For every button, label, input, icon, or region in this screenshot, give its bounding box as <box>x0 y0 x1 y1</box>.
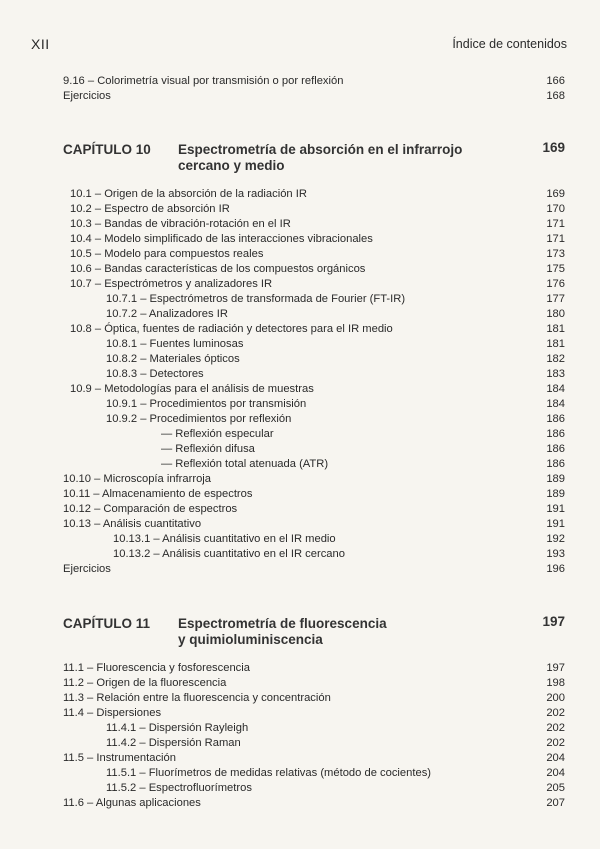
toc-entry-title: 10.12 – Comparación de espectros <box>63 503 238 515</box>
chapter-number: CAPÍTULO 10 <box>63 142 151 157</box>
toc-entry <box>63 532 565 547</box>
toc-entry-title: 10.9.1 – Procedimientos por transmisión <box>106 398 307 410</box>
chapter-title <box>178 142 462 174</box>
toc-entry <box>63 547 565 562</box>
toc-entry <box>63 736 565 751</box>
toc-entry-title: — Reflexión difusa <box>161 443 255 455</box>
toc-entry-page: 200 <box>546 692 565 704</box>
toc-entry-title: 11.6 – Algunas aplicaciones <box>63 797 201 809</box>
toc-entry-title: 10.4 – Modelo simplificado de las interacciones vibracionales <box>70 233 373 245</box>
toc-entry <box>63 661 565 676</box>
toc-entry-title: 10.11 – Almacenamiento de espectros <box>63 488 253 500</box>
toc-entry-page: 202 <box>546 737 565 749</box>
chapter-11-entries <box>63 661 565 811</box>
toc-entry <box>63 247 565 262</box>
toc-entry <box>63 751 565 766</box>
toc-entry <box>63 322 565 337</box>
toc-entry <box>63 502 565 517</box>
toc-entry-title: 9.16 – Colorimetría visual por transmisión o por reflexión <box>63 75 344 87</box>
toc-entry-title: — Reflexión especular <box>161 428 274 440</box>
chapter-10-entries <box>63 187 565 577</box>
toc-entry <box>63 89 565 104</box>
toc-entry-page: 184 <box>546 383 565 395</box>
toc-entry-title: 11.2 – Origen de la fluorescencia <box>63 677 227 689</box>
chapter-title <box>178 616 387 648</box>
toc-entry-title: 10.9.2 – Procedimientos por reflexión <box>106 413 292 425</box>
toc-entry-title: 10.13.2 – Análisis cuantitativo en el IR cercano <box>113 548 345 560</box>
toc-entry-page: 186 <box>546 443 565 455</box>
toc-entry-title: — Reflexión total atenuada (ATR) <box>161 458 329 470</box>
toc-entry <box>63 781 565 796</box>
toc-entry-title: 11.4.1 – Dispersión Rayleigh <box>106 722 249 734</box>
toc-entry-page: 169 <box>546 188 565 200</box>
toc-entry <box>63 706 565 721</box>
toc-entry-page: 183 <box>546 368 565 380</box>
toc-entry-title: 10.8.1 – Fuentes luminosas <box>106 338 244 350</box>
toc-entry-page: 180 <box>546 308 565 320</box>
toc-entry-page: 168 <box>546 90 565 102</box>
toc-entry-page: 191 <box>546 518 565 530</box>
toc-entry-page: 173 <box>546 248 565 260</box>
toc-entry-page: 192 <box>546 533 565 545</box>
toc-entry-title: 10.8 – Óptica, fuentes de radiación y detectores para el IR medio <box>70 323 393 335</box>
toc-entry-page: 204 <box>546 767 565 779</box>
chapter-title-line-2: y quimioluminiscencia <box>178 632 323 647</box>
toc-entry-page: 186 <box>546 458 565 470</box>
toc-entry <box>63 487 565 502</box>
chapter-title-line-2: cercano y medio <box>178 158 285 173</box>
toc-entry <box>63 262 565 277</box>
toc-entry <box>63 472 565 487</box>
toc-entry-title: 10.10 – Microscopía infrarroja <box>63 473 211 485</box>
toc-entry <box>63 217 565 232</box>
toc-entry <box>63 307 565 322</box>
toc-entry <box>63 202 565 217</box>
toc-entry-title: Ejercicios <box>63 563 111 575</box>
toc-entry-title: 11.3 – Relación entre la fluorescencia y concentración <box>63 692 331 704</box>
toc-entry <box>63 427 565 442</box>
toc-entry <box>63 232 565 247</box>
toc-entry-page: 197 <box>546 662 565 674</box>
toc-entry <box>63 721 565 736</box>
toc-entry-title: 11.4.2 – Dispersión Raman <box>106 737 241 749</box>
toc-entry-title: 10.7.1 – Espectrómetros de transformada de Fourier (FT-IR) <box>106 293 406 305</box>
toc-entry-title: 10.8.3 – Detectores <box>106 368 204 380</box>
toc-entry-title: 10.9 – Metodologías para el análisis de muestras <box>70 383 314 395</box>
toc-entry-page: 171 <box>546 233 565 245</box>
toc-entry-page: 186 <box>546 413 565 425</box>
running-header: Índice de contenidos <box>452 37 567 51</box>
toc-entry <box>63 277 565 292</box>
toc-entry-page: 191 <box>546 503 565 515</box>
toc-entry-page: 186 <box>546 428 565 440</box>
toc-entry-page: 181 <box>546 338 565 350</box>
toc-entry <box>63 676 565 691</box>
chapter-page: 197 <box>542 614 565 629</box>
toc-entry-title: 10.2 – Espectro de absorción IR <box>70 203 230 215</box>
toc-entry-page: 193 <box>546 548 565 560</box>
toc-entry-title: 10.8.2 – Materiales ópticos <box>106 353 240 365</box>
toc-entry-title: Ejercicios <box>63 90 111 102</box>
toc-entry-page: 176 <box>546 278 565 290</box>
toc-entry-title: 10.13 – Análisis cuantitativo <box>63 518 202 530</box>
toc-entry-title: 10.7 – Espectrómetros y analizadores IR <box>70 278 273 290</box>
toc-entry-page: 189 <box>546 473 565 485</box>
toc-entry <box>63 382 565 397</box>
toc-entry <box>63 367 565 382</box>
chapter-page: 169 <box>542 140 565 155</box>
toc-entry-page: 181 <box>546 323 565 335</box>
toc-entry-title: 11.5.2 – Espectrofluorímetros <box>106 782 252 794</box>
toc-entry-page: 166 <box>546 75 565 87</box>
toc-entry-title: 10.13.1 – Análisis cuantitativo en el IR medio <box>113 533 336 545</box>
toc-entry <box>63 796 565 811</box>
toc-entry <box>63 457 565 472</box>
toc-entry-title: 11.5 – Instrumentación <box>63 752 176 764</box>
toc-entry-page: 202 <box>546 707 565 719</box>
toc-entry-page: 182 <box>546 353 565 365</box>
toc-entry-title: 10.3 – Bandas de vibración-rotación en el IR <box>70 218 291 230</box>
toc-entry <box>63 412 565 427</box>
toc-entry-title: 10.7.2 – Analizadores IR <box>106 308 228 320</box>
toc-entry-title: 11.4 – Dispersiones <box>63 707 162 719</box>
toc-entry <box>63 352 565 367</box>
toc-entry-page: 202 <box>546 722 565 734</box>
toc-entry-page: 189 <box>546 488 565 500</box>
chapter-title-line-1: Espectrometría de fluorescencia <box>178 616 387 631</box>
toc-entry-page: 170 <box>546 203 565 215</box>
toc-entry <box>63 337 565 352</box>
toc-entry <box>63 517 565 532</box>
toc-entry-title: 11.5.1 – Fluorímetros de medidas relativas (método de cocientes) <box>106 767 432 779</box>
toc-entry-page: 198 <box>546 677 565 689</box>
toc-entry-page: 205 <box>546 782 565 794</box>
toc-entry <box>63 397 565 412</box>
toc-entry-page: 207 <box>546 797 565 809</box>
toc-entry <box>63 691 565 706</box>
previous-chapter-tail <box>63 74 565 104</box>
toc-entry <box>63 292 565 307</box>
toc-entry-title: 10.5 – Modelo para compuestos reales <box>70 248 264 260</box>
toc-entry-title: 10.6 – Bandas características de los compuestos orgánicos <box>70 263 366 275</box>
chapter-title-line-1: Espectrometría de absorción en el infrarrojo <box>178 142 463 157</box>
toc-entry <box>63 74 565 89</box>
toc-entry-page: 204 <box>546 752 565 764</box>
toc-entry-title: 11.1 – Fluorescencia y fosforescencia <box>63 662 250 674</box>
toc-entry-title: 10.1 – Origen de la absorción de la radiación IR <box>70 188 307 200</box>
toc-entry-page: 175 <box>546 263 565 275</box>
chapter-number: CAPÍTULO 11 <box>63 616 151 631</box>
toc-entry-page: 177 <box>546 293 565 305</box>
toc-entry <box>63 442 565 457</box>
toc-entry-page: 171 <box>546 218 565 230</box>
toc-entry-page: 184 <box>546 398 565 410</box>
page-number: XII <box>31 36 50 52</box>
toc-entry <box>63 766 565 781</box>
toc-entry <box>63 187 565 202</box>
toc-entry <box>63 562 565 577</box>
toc-entry-page: 196 <box>546 563 565 575</box>
